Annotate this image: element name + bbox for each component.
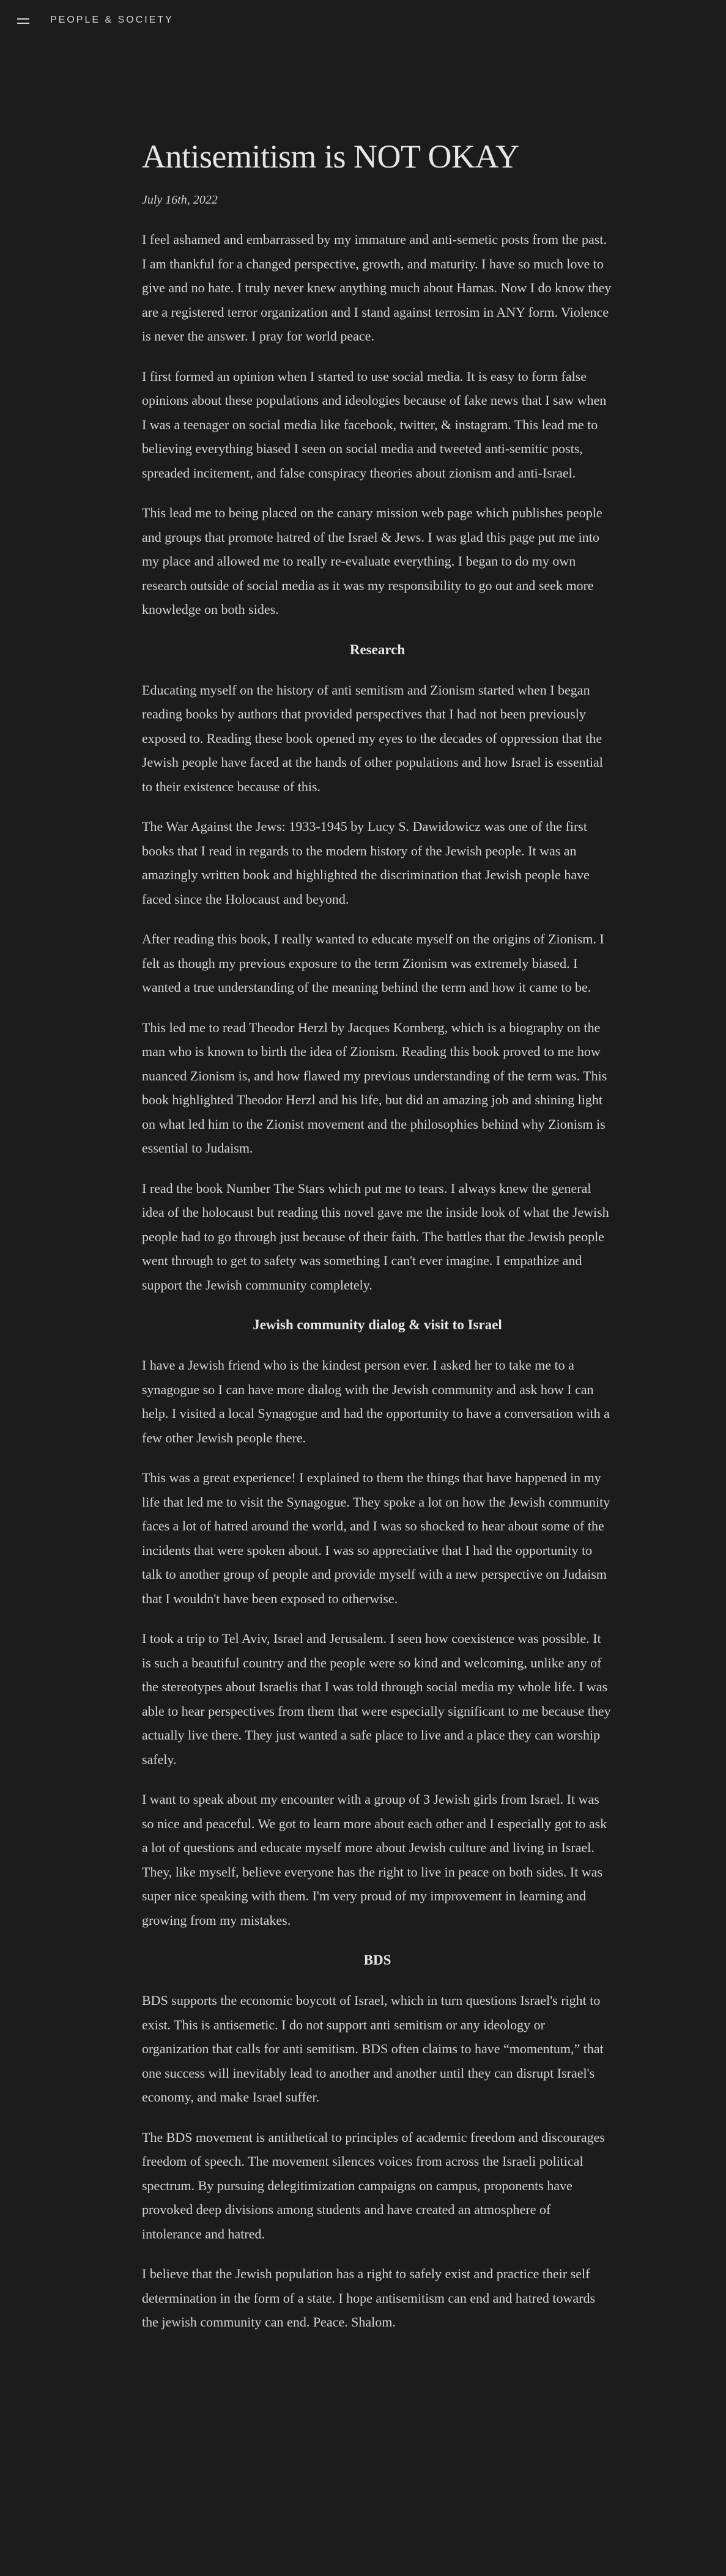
paragraph: This was a great experience! I explained to them the things that have happened in my life that led me to visit the Synagogue. They spoke a lot on how the Jewish community faces a lot of hatred around the world, and I was so shocked to hear about some of the incidents that were spoken about. I was so appreciative that I had the opportunity to talk to another group of people and provide myself with a new perspective on Judaism that I wouldn't have been exposed to otherwise.: [142, 1470, 610, 1606]
paragraph: The BDS movement is antithetical to principles of academic freedom and discourages freedom of speech. The movement silences voices from across the Israeli political spectrum. By pursuing delegitimization campaigns on campus, proponents have provoked deep divisions among students and have created an atmosphere of intolerance and hatred.: [142, 2129, 605, 2242]
article-body: [142, 227, 613, 2334]
article-date: July 16th, 2022: [142, 193, 218, 207]
paragraph: I want to speak about my encounter with a group of 3 Jewish girls from Israel. It was so nice and peaceful. We got to learn more about each other and I especially got to ask a lot of questions and educate myself more about Jewish culture and living in Israel. They, like myself, believe everyone has the right to live in peace on both sides. It was super nice speaking with them. I'm very proud of my improvement in learning and growing from my mistakes.: [142, 1792, 607, 1928]
paragraph: This led me to read Theodor Herzl by Jacques Kornberg, which is a biography on the man who is known to birth the idea of Zionism. Reading this book proved to me how nuanced Zionism is, and how flawed my previous understanding of the term was. This book highlighted Theodor Herzl and his life, but did an amazing job and shining light on what led him to the Zionist movement and the philosophies behind why Zionism is essential to Judaism.: [142, 1019, 607, 1156]
section-heading: Jewish community dialog & visit to Israel: [253, 1317, 502, 1332]
paragraph: The War Against the Jews: 1933-1945 by Lucy S. Dawidowicz was one of the first books that I read in regards to the modern history of the Jewish people. It was an amazingly written book and highlighted the discrimination that Jewish people have faced since the Holocaust and beyond.: [142, 819, 590, 907]
paragraph: I feel ashamed and embarrassed by my immature and anti-semetic posts from the past. I am thankful for a changed perspective, growth, and maturity. I have so much love to give and no hate. I truly never knew anything much about Hamas. Now I do know they are a registered terror organization and I stand against terrosim in ANY form. Violence is never the answer. I pray for world peace.: [142, 232, 612, 344]
paragraph: BDS supports the economic boycott of Israel, which in turn questions Israel's right to exist. This is antisemetic. I do not support anti semitism or any ideology or organization that calls for anti semitism. BDS often claims to have “momentum,” that one success will inevitably lead to another and another until they can disrupt Israel's economy, and make Israel suffer.: [142, 1993, 604, 2105]
section-heading: Research: [349, 641, 406, 657]
article-title: Antisemitism is NOT OKAY: [142, 138, 519, 175]
paragraph: After reading this book, I really wanted to educate myself on the origins of Zionism. I felt as though my previous exposure to the term Zionism was extremely biased. I wanted a true understanding of the meaning behind the term and how it came to be.: [142, 931, 604, 995]
hamburger-menu-icon[interactable]: [17, 18, 29, 26]
article: [142, 136, 613, 2350]
paragraph: I took a trip to Tel Aviv, Israel and Jerusalem. I seen how coexistence was possible. It is such a beautiful country and the people were so kind and welcoming, unlike any of the stereotypes about Israelis that I was told through social media my whole life. I was able to hear perspectives from them that were especially significant to me because they actually live there. They just wanted a safe place to live and a place they can worship safely.: [142, 1631, 611, 1767]
top-bar: [0, 0, 726, 44]
section-heading: BDS: [363, 1952, 391, 1968]
paragraph: I believe that the Jewish population has a right to safely exist and practice their self determination in the form of a state. I hope antisemitism can end and hatred towards the jewish community can end. Peace. Shalom.: [142, 2266, 596, 2330]
paragraph: I first formed an opinion when I started to use social media. It is easy to form false opinions about these populations and ideologies because of fake news that I saw when I was a teenager on social media like facebook, twitter, & instagram. This lead me to believing everything biased I seen on social media and tweeted anti-semitic posts, spreaded incitement, and false conspiracy theories about zionism and anti-Israel.: [142, 368, 607, 481]
paragraph: This lead me to being placed on the canary mission web page which publishes people and groups that promote hatred of the Israel & Jews. I was glad this page put me into my place and allowed me to really re-evaluate everything. I began to do my own research outside of social media as it was my responsibility to go out and seek more knowledge on both sides.: [142, 505, 602, 617]
section-link[interactable]: PEOPLE & SOCIETY: [50, 15, 174, 25]
paragraph: I have a Jewish friend who is the kindest person ever. I asked her to take me to a synagogue so I can have more dialog with the Jewish community and ask how I can help. I visited a local Synagogue and had the opportunity to have a conversation with a few other Jewish people there.: [142, 1357, 610, 1445]
paragraph: Educating myself on the history of anti semitism and Zionism started when I began reading books by authors that provided perspectives that I had not been previously exposed to. Reading these book opened my eyes to the decades of oppression that the Jewish people have faced at the hands of other populations and how Israel is essential to their existence because of this.: [142, 682, 603, 794]
paragraph: I read the book Number The Stars which put me to tears. I always knew the general idea of the holocaust but reading this novel gave me the inside look of what the Jewish people had to go through just because of their faith. The battles that the Jewish people went through to get to safety was something I can't ever imagine. I empathize and support the Jewish community completely.: [142, 1180, 609, 1293]
